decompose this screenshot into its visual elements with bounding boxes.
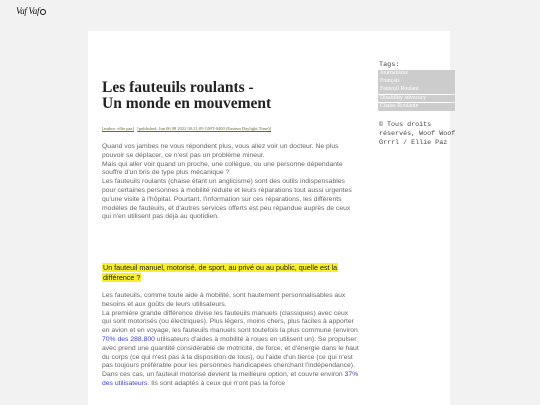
site-logo-text: Vaf Vaf	[16, 6, 40, 16]
tag-chaise-roulante[interactable]: Chaise Roulante	[378, 103, 455, 111]
author-link[interactable]: [author: ellie paz]	[102, 126, 134, 131]
copyright-notice: © Tous droits réservés, Woof Woof Grrrl / Ellie Paz	[379, 121, 456, 147]
body-text-part-2: utilisateurs d'aides à mobilité à roues en utilisent un). Se propulser avec prend une quantité considérable de motricité, de force, et d'énergie dans le haut du corps (ce qui n'est pas à la disposition de tous), ou l'aide d'un tierce (ce qui n'est pas toujours préférable pour les personnes handicapées cherchant l'indépendance). Dans ces cas, un fauteuil motorisé devient la meilleure option, et couvre environ	[102, 335, 359, 379]
body-text-part-3: . Ils sont adaptés à ceux qui n'ont pas la force	[147, 379, 286, 387]
highlighted-question: Un fauteuil manuel, motorisé, de sport, au privé ou au public, quelle est la différence ?	[103, 263, 338, 282]
tag-list	[378, 70, 455, 111]
tag-disability-advocacy[interactable]: Disability advocacy	[378, 95, 455, 103]
tag-fauteuil-roulant[interactable]: Fauteuil Roulant	[378, 86, 455, 94]
byline	[102, 126, 271, 131]
tags-label: Tags:	[379, 61, 400, 69]
top-bar	[0, 0, 540, 28]
article-title	[102, 80, 362, 112]
tag-francais[interactable]: Français	[378, 78, 455, 86]
tag-journalisme[interactable]: Journalisme	[378, 70, 455, 78]
stat-link-37-percent[interactable]: 37% des utilisateurs	[102, 371, 359, 387]
stat-link-70-percent[interactable]: 70% des 288.800	[102, 335, 155, 343]
section-question-heading	[102, 263, 359, 282]
site-logo[interactable]	[16, 6, 46, 16]
body-text-part-1: Les fauteuils, comme toute aide à mobilité, sont hautement personnalisables aux besoins et aux goûts de leurs utilisateurs. La première grande différence divise les fauteuils manuels (classiques) avec ceux qui sont motorisés (ou électriques). Plus légers, moins chers, plus faciles à apporter en avion et en voyage, les fauteuils manuels sont toutefois la plus commune (environ	[102, 292, 358, 335]
body-paragraph	[102, 292, 359, 389]
article-title-line-1: Les fauteuils roulants -	[102, 79, 254, 96]
intro-paragraph: Quand vos jambes ne vous répondent plus, vous allez voir un docteur. Ne plus pouvoir se déplacer, ce n'est pas un problème mineur. Mais qui aller voir quand un proche, une collègue, ou une personne dépendante souffre d'un bris de type plus mécanique ? Les fauteuils roulants (chaise étant un anglicisme) sont des outils indispensables pour certaines personnes à mobilité réduite et leurs réparations tout aussi urgentes qu'une visite à l'hôpital. Pourtant, l'information sur ces réparations, les différents modèles de fauteuils, et d'autres services offerts est peu répandue auprès de ceux qui n'en utilisent pas déjà au quotidien.	[102, 143, 352, 221]
article-title-line-2: Un monde en mouvement	[102, 95, 272, 112]
published-date-link[interactable]: [published: Jun 06 08 2022 00:21:09 GMT-0400 (Eastern Daylight Time)]	[137, 126, 272, 131]
logo-mark-icon	[40, 9, 46, 15]
